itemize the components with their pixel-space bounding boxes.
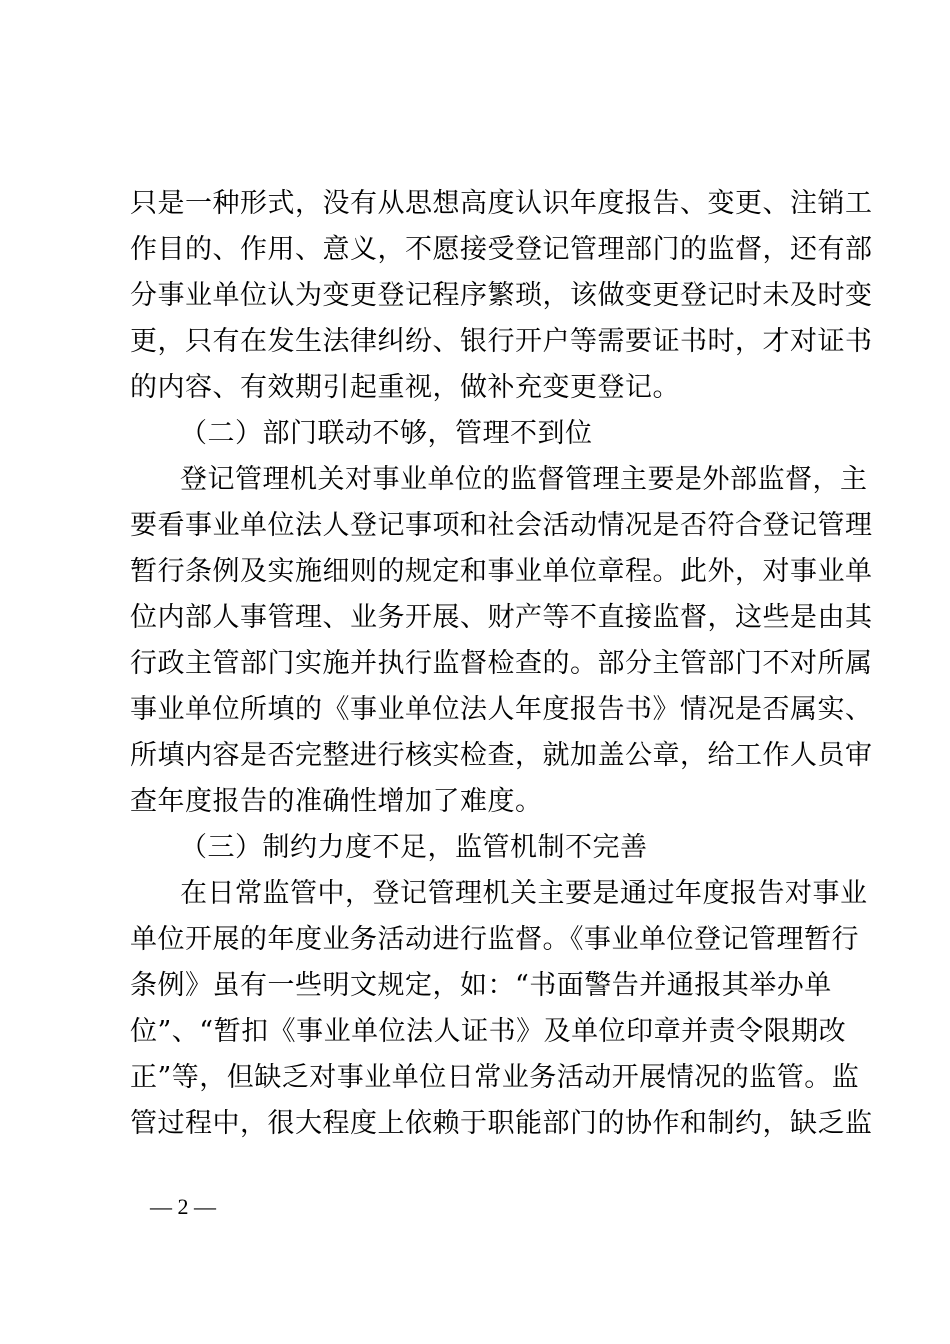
paragraph-line: 查年度报告的准确性增加了难度。	[130, 786, 543, 817]
paragraph-line: 单位开展的年度业务活动进行监督。《事业单位登记管理暂行	[130, 924, 859, 955]
paragraph-line: 登记管理机关对事业单位的监督管理主要是外部监督，主	[180, 464, 868, 495]
paragraph-line: 作目的、作用、意义，不愿接受登记管理部门的监督，还有部	[130, 234, 873, 265]
paragraph-line: 管过程中，很大程度上依赖于职能部门的协作和制约，缺乏监	[130, 1108, 873, 1139]
paragraph-line: 分事业单位认为变更登记程序繁琐，该做变更登记时未及时变	[130, 280, 873, 311]
paragraph-line: 更，只有在发生法律纠纷、银行开户等需要证书时，才对证书	[130, 326, 873, 357]
paragraph-line: 要看事业单位法人登记事项和社会活动情况是否符合登记管理	[130, 510, 873, 541]
paragraph-line: 的内容、有效期引起重视，做补充变更登记。	[130, 372, 680, 403]
paragraph-line: 所填内容是否完整进行核实检查，就加盖公章，给工作人员审	[130, 740, 873, 771]
paragraph-line: 暂行条例及实施细则的规定和事业单位章程。此外，对事业单	[130, 556, 873, 587]
section-heading: （二）部门联动不够，管理不到位	[180, 418, 593, 449]
paragraph-line: 位内部人事管理、业务开展、财产等不直接监督，这些是由其	[130, 602, 873, 633]
paragraph-line: 事业单位所填的《事业单位法人年度报告书》情况是否属实、	[130, 694, 873, 725]
paragraph-line: 在日常监管中，登记管理机关主要是通过年度报告对事业	[180, 878, 868, 909]
paragraph-line: 只是一种形式，没有从思想高度认识年度报告、变更、注销工	[130, 188, 873, 219]
paragraph-line: 正”等，但缺乏对事业单位日常业务活动开展情况的监管。监	[130, 1062, 860, 1093]
paragraph-line: 行政主管部门实施并执行监督检查的。部分主管部门不对所属	[130, 648, 873, 679]
section-heading: （三）制约力度不足，监管机制不完善	[180, 832, 648, 863]
page-number: — 2 —	[150, 1194, 216, 1219]
paragraph-line: 位”、“暂扣《事业单位法人证书》及单位印章并责令限期改	[130, 1016, 847, 1047]
paragraph-line: 条例》虽有一些明文规定，如：“书面警告并通报其举办单	[130, 970, 832, 1001]
